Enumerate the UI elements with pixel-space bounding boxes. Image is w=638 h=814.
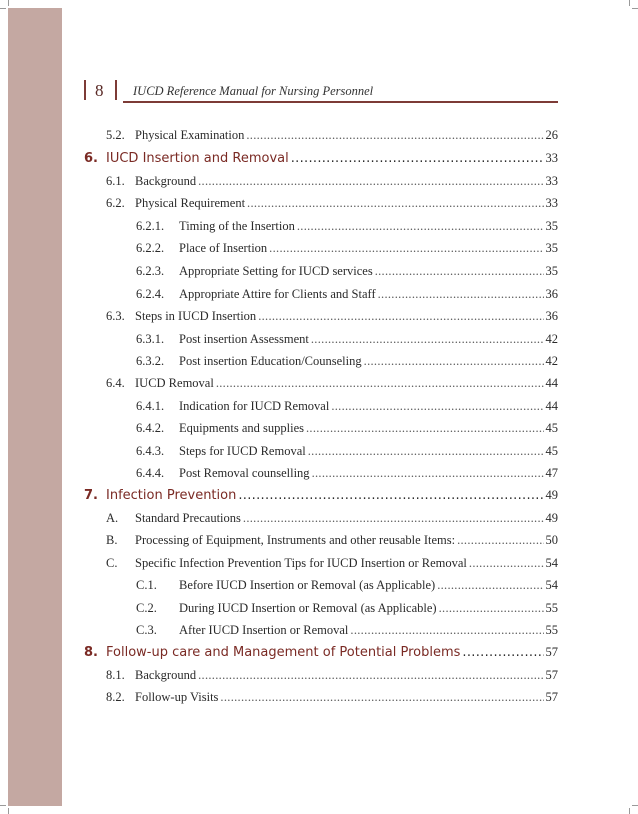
- toc-entry[interactable]: [136, 444, 558, 462]
- toc-entry-number: C.2.: [136, 601, 157, 615]
- toc-entry-page: 35: [545, 264, 558, 278]
- toc-entry-title: Specific Infection Prevention Tips for IUCD Insertion or Removal: [135, 556, 467, 570]
- toc-entry[interactable]: [106, 196, 558, 214]
- toc-entry[interactable]: [136, 623, 558, 641]
- toc-dot-leader: [198, 174, 543, 189]
- toc-dot-leader: [308, 444, 544, 459]
- page-header: [84, 80, 558, 104]
- toc-entry-title: Steps for IUCD Removal: [179, 444, 306, 458]
- toc-entry-title: Steps in IUCD Insertion: [135, 309, 257, 323]
- toc-entry-page: 57: [545, 690, 558, 704]
- toc-dot-leader: [457, 533, 543, 548]
- toc-entry-number: 8.1.: [106, 668, 125, 682]
- manual-title: IUCD Reference Manual for Nursing Personnel: [133, 84, 374, 98]
- toc-entry-title: Follow-up care and Management of Potential Problems: [106, 645, 461, 660]
- toc-entry-page: 47: [545, 466, 558, 480]
- toc-entry[interactable]: [136, 241, 558, 259]
- toc-entry-title: Appropriate Attire for Clients and Staff: [179, 287, 376, 301]
- toc-entry[interactable]: [106, 556, 558, 574]
- crop-mark: [8, 0, 9, 6]
- toc-entry-number: C.3.: [136, 623, 157, 637]
- toc-dot-leader: [238, 488, 543, 503]
- toc-dot-leader: [311, 332, 544, 347]
- toc-dot-leader: [462, 645, 543, 660]
- toc-entry-title: Appropriate Setting for IUCD services: [179, 264, 373, 278]
- toc-entry[interactable]: [136, 578, 558, 596]
- toc-dot-leader: [378, 287, 544, 302]
- toc-entry[interactable]: [136, 421, 558, 439]
- toc-entry-number: 6.2.2.: [136, 241, 165, 255]
- toc-dot-leader: [331, 399, 543, 414]
- header-bar-left: [84, 80, 86, 100]
- toc-dot-leader: [216, 376, 544, 391]
- toc-dot-leader: [246, 128, 543, 143]
- toc-entry[interactable]: [136, 332, 558, 350]
- toc-entry-page: 49: [545, 511, 558, 525]
- toc-entry-number: B.: [106, 533, 118, 547]
- toc-entry-page: 36: [545, 309, 558, 323]
- toc-entry[interactable]: [106, 376, 558, 394]
- side-color-band: [8, 8, 62, 806]
- toc-entry-page: 45: [545, 444, 558, 458]
- toc-entry-number: 6.4.1.: [136, 399, 165, 413]
- toc-entry-number: C.: [106, 556, 118, 570]
- toc-entry-number: 6.4.2.: [136, 421, 165, 435]
- toc-dot-leader: [198, 668, 543, 683]
- toc-entry-title: Post insertion Education/Counseling: [179, 354, 362, 368]
- toc-entry-number: 6.3.: [106, 309, 125, 323]
- toc-entry-number: 6.2.3.: [136, 264, 165, 278]
- toc-entry-title: After IUCD Insertion or Removal: [179, 623, 349, 637]
- toc-entry-page: 33: [545, 196, 558, 210]
- toc-entry-title: Standard Precautions: [135, 511, 241, 525]
- toc-entry-title: During IUCD Insertion or Removal (as Applicable): [179, 601, 437, 615]
- toc-entry-number: 6.1.: [106, 174, 125, 188]
- toc-entry-number: 6.4.3.: [136, 444, 165, 458]
- toc-entry-page: 36: [545, 287, 558, 301]
- header-rule: [123, 101, 558, 103]
- toc-entry-page: 33: [545, 174, 558, 188]
- toc-entry[interactable]: [106, 511, 558, 529]
- toc-entry[interactable]: [84, 645, 558, 663]
- crop-mark: [0, 8, 6, 9]
- toc-entry-page: 42: [545, 332, 558, 346]
- toc-entry-number: 6.4.: [106, 376, 125, 390]
- toc-entry-title: Physical Requirement: [135, 196, 246, 210]
- toc-entry-title: Place of Insertion: [179, 241, 268, 255]
- toc-entry[interactable]: [106, 690, 558, 708]
- toc-entry-page: 44: [545, 399, 558, 413]
- toc-entry-title: Indication for IUCD Removal: [179, 399, 330, 413]
- toc-entry-title: Timing of the Insertion: [179, 219, 295, 233]
- toc-dot-leader: [312, 466, 544, 481]
- toc-entry-number: 6.3.2.: [136, 354, 165, 368]
- crop-mark: [8, 808, 9, 814]
- toc-entry-page: 45: [545, 421, 558, 435]
- toc-entry-title: IUCD Removal: [135, 376, 214, 390]
- toc-entry-page: 54: [545, 556, 558, 570]
- crop-mark: [632, 805, 638, 806]
- toc-entry-number: 7.: [84, 488, 98, 503]
- toc-entry-title: Background: [135, 174, 197, 188]
- toc-entry[interactable]: [84, 488, 558, 506]
- toc-entry-page: 33: [545, 151, 558, 165]
- toc-entry-page: 57: [545, 645, 558, 659]
- toc-entry-page: 35: [545, 219, 558, 233]
- toc-entry[interactable]: [106, 128, 558, 146]
- toc-entry-number: 5.2.: [106, 128, 125, 142]
- toc-entry-page: 57: [545, 668, 558, 682]
- toc-entry[interactable]: [136, 601, 558, 619]
- toc-dot-leader: [243, 511, 544, 526]
- toc-dot-leader: [269, 241, 543, 256]
- header-bar-right: [115, 80, 117, 100]
- toc-entry-number: 6.4.4.: [136, 466, 165, 480]
- toc-entry[interactable]: [136, 399, 558, 417]
- toc-entry[interactable]: [84, 151, 558, 169]
- toc-entry-number: 6.2.: [106, 196, 125, 210]
- toc-entry-page: 50: [545, 533, 558, 547]
- toc-entry[interactable]: [136, 287, 558, 305]
- toc-dot-leader: [469, 556, 544, 571]
- toc-dot-leader: [375, 264, 544, 279]
- toc-entry[interactable]: [106, 309, 558, 327]
- toc-entry-number: 6.2.4.: [136, 287, 165, 301]
- crop-mark: [0, 805, 6, 806]
- toc-dot-leader: [437, 578, 543, 593]
- toc-dot-leader: [439, 601, 544, 616]
- toc-entry-title: Follow-up Visits: [135, 690, 219, 704]
- toc-entry-title: Before IUCD Insertion or Removal (as Applicable): [179, 578, 436, 592]
- toc-entry-page: 44: [545, 376, 558, 390]
- crop-mark: [632, 8, 638, 9]
- toc-entry-number: 8.: [84, 645, 98, 660]
- toc-dot-leader: [297, 219, 544, 234]
- toc-entry-title: Background: [135, 668, 197, 682]
- toc-dot-leader: [220, 690, 543, 705]
- toc-entry-number: C.1.: [136, 578, 157, 592]
- toc-entry-page: 42: [545, 354, 558, 368]
- toc-entry-number: 6.: [84, 151, 98, 166]
- toc-entry-number: 8.2.: [106, 690, 125, 704]
- toc-entry-title: Post insertion Assessment: [179, 332, 309, 346]
- toc-entry[interactable]: [136, 264, 558, 282]
- toc-entry-number: 6.2.1.: [136, 219, 165, 233]
- toc-entry-page: 55: [545, 601, 558, 615]
- toc-dot-leader: [258, 309, 543, 324]
- toc-entry-title: Physical Examination: [135, 128, 245, 142]
- toc-entry-title: Post Removal counselling: [179, 466, 310, 480]
- toc-dot-leader: [247, 196, 543, 211]
- toc-entry-page: 54: [545, 578, 558, 592]
- toc-entry-page: 49: [545, 488, 558, 502]
- toc-entry[interactable]: [106, 533, 558, 551]
- toc-dot-leader: [364, 354, 544, 369]
- toc-entry-number: 6.3.1.: [136, 332, 165, 346]
- toc-entry[interactable]: [136, 466, 558, 484]
- crop-mark: [629, 0, 630, 6]
- toc-entry-page: 35: [545, 241, 558, 255]
- toc-dot-leader: [306, 421, 544, 436]
- toc-entry[interactable]: [106, 174, 558, 192]
- toc-entry-title: Infection Prevention: [106, 488, 237, 503]
- toc-entry-title: IUCD Insertion and Removal: [106, 151, 289, 166]
- toc-entry-title: Processing of Equipment, Instruments and other reusable Items:: [135, 533, 456, 547]
- page-number: 8: [95, 81, 104, 100]
- toc-entry-title: Equipments and supplies: [179, 421, 304, 435]
- crop-mark: [629, 808, 630, 814]
- toc-dot-leader: [291, 151, 544, 166]
- toc-entry-number: A.: [106, 511, 119, 525]
- toc-dot-leader: [350, 623, 543, 638]
- toc-entry-page: 55: [545, 623, 558, 637]
- toc-entry-page: 26: [545, 128, 558, 142]
- toc-entry[interactable]: [106, 668, 558, 686]
- toc-entry[interactable]: [136, 219, 558, 237]
- toc-entry[interactable]: [136, 354, 558, 372]
